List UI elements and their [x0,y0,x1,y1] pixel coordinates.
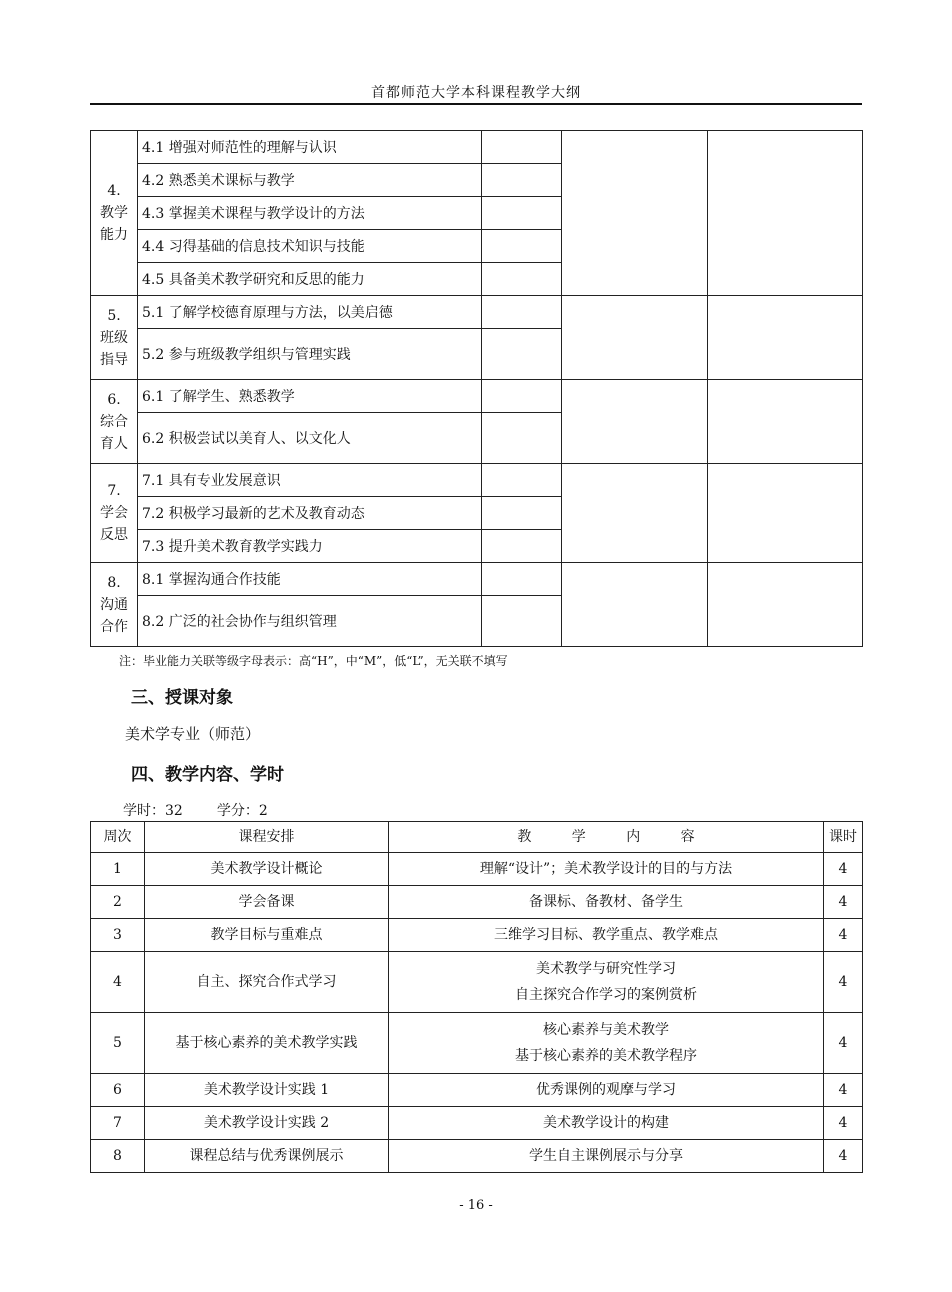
content-cell [389,853,824,886]
level-cell [482,230,562,263]
schedule-row [91,1013,863,1074]
capability-group [91,380,138,464]
topic-cell: 课程总结与优秀课例展示 [145,1140,389,1173]
schedule-row [91,853,863,886]
group-name: 学会反思 [99,505,128,543]
level-cell [482,263,562,296]
rating-cell [708,563,863,647]
rating-cell [708,464,863,563]
capability-row [91,296,863,329]
content-line: 美术教学设计的构建 [543,1115,669,1131]
capability-row [91,380,863,413]
hours-cell: 4 [824,1074,863,1107]
section-heading-content: 四、教学内容、学时 [131,765,284,785]
section-heading-audience: 三、授课对象 [131,688,233,708]
schedule-row [91,1107,863,1140]
level-cell [482,131,562,164]
content-cell [389,1140,824,1173]
group-name: 沟通合作 [99,596,128,635]
rating-cell [708,380,863,464]
week-cell: 3 [91,919,145,952]
week-cell: 2 [91,886,145,919]
content-line: 备课标、备教材、备学生 [529,894,683,910]
page-number: - 16 - [459,1198,493,1213]
content-cell [389,1013,824,1074]
capability-group [91,131,138,296]
capability-item: 7.2 积极学习最新的艺术及教育动态 [138,497,482,530]
hours-cell: 4 [824,952,863,1013]
content-cell [389,1074,824,1107]
content-cell [389,952,824,1013]
topic-cell: 美术教学设计实践 1 [145,1074,389,1107]
capability-group [91,464,138,563]
topic-cell: 基于核心素养的美术教学实践 [145,1013,389,1074]
level-cell [482,164,562,197]
hours-cell: 4 [824,919,863,952]
rating-cell [562,380,708,464]
week-cell: 5 [91,1013,145,1074]
audience-text: 美术学专业（师范） [125,725,261,743]
group-name: 班级指导 [99,329,128,368]
rating-cell [708,296,863,380]
topic-cell: 教学目标与重难点 [145,919,389,952]
level-cell [482,329,562,380]
schedule-row [91,1074,863,1107]
topic-cell: 美术教学设计概论 [145,853,389,886]
content-cell [389,1107,824,1140]
capability-item: 5.1 了解学校德育原理与方法，以美启德 [138,296,482,329]
content-line: 优秀课例的观摩与学习 [536,1082,676,1098]
week-cell: 7 [91,1107,145,1140]
content-line: 理解“设计”；美术教学设计的目的与方法 [479,861,733,877]
level-cell [482,464,562,497]
level-cell [482,296,562,329]
content-cell [389,886,824,919]
rating-cell [562,296,708,380]
topic-cell: 自主、探究合作式学习 [145,952,389,1013]
schedule-table [90,821,863,1173]
page-header: 首都师范大学本科课程教学大纲 [371,85,581,101]
capability-item: 5.2 参与班级教学组织与管理实践 [138,329,482,380]
level-cell [482,563,562,596]
header-week: 周次 [91,822,145,853]
group-number: 7. [107,483,121,499]
group-name: 教学能力 [99,205,128,243]
topic-cell: 美术教学设计实践 2 [145,1107,389,1140]
capability-item: 4.5 具备美术教学研究和反思的能力 [138,263,482,296]
week-cell: 1 [91,853,145,886]
header-content: 教 学 内 容 [389,822,824,853]
level-cell [482,596,562,647]
level-cell [482,197,562,230]
total-credits: 学分：2 [216,803,268,819]
rating-cell [562,464,708,563]
capability-row [91,464,863,497]
group-number: 5. [107,307,121,324]
hours-cell: 4 [824,1013,863,1074]
capability-group [91,563,138,647]
capability-table [90,130,863,647]
content-cell [389,919,824,952]
capability-item: 8.1 掌握沟通合作技能 [138,563,482,596]
capability-row [91,563,863,596]
schedule-row [91,886,863,919]
week-cell: 8 [91,1140,145,1173]
rating-cell [708,131,863,296]
schedule-header-row [91,822,863,853]
schedule-row [91,919,863,952]
capability-item: 4.4 习得基础的信息技术知识与技能 [138,230,482,263]
capability-item: 7.1 具有专业发展意识 [138,464,482,497]
total-hours: 学时：32 [123,803,183,819]
rating-cell [562,563,708,647]
content-line: 自主探究合作学习的案例赏析 [515,987,697,1003]
level-cell [482,380,562,413]
capability-row [91,131,863,164]
hours-cell: 4 [824,853,863,886]
capability-group [91,296,138,380]
capability-item: 4.3 掌握美术课程与教学设计的方法 [138,197,482,230]
group-name: 综合育人 [99,413,128,452]
group-number: 4. [107,183,121,199]
hours-cell: 4 [824,886,863,919]
rating-cell [562,131,708,296]
content-line: 三维学习目标、教学重点、教学难点 [494,927,718,943]
schedule-row [91,952,863,1013]
schedule-row [91,1140,863,1173]
content-line: 核心素养与美术教学 [543,1022,669,1038]
week-cell: 4 [91,952,145,1013]
content-line: 基于核心素养的美术教学程序 [515,1048,697,1064]
capability-item: 4.2 熟悉美术课标与教学 [138,164,482,197]
week-cell: 6 [91,1074,145,1107]
content-line: 学生自主课例展示与分享 [529,1148,683,1164]
table-note: 注：毕业能力关联等级字母表示：高“H”，中“M”，低“L”，无关联不填写 [119,654,508,668]
group-number: 8. [107,574,121,591]
hours-credits [123,800,302,820]
capability-item: 4.1 增强对师范性的理解与认识 [138,131,482,164]
content-line: 美术教学与研究性学习 [536,961,676,977]
level-cell [482,497,562,530]
header-hours: 课时 [824,822,863,853]
level-cell [482,530,562,563]
capability-item: 8.2 广泛的社会协作与组织管理 [138,596,482,647]
capability-item: 6.1 了解学生、熟悉教学 [138,380,482,413]
group-number: 6. [107,391,121,408]
hours-cell: 4 [824,1107,863,1140]
topic-cell: 学会备课 [145,886,389,919]
header-topic: 课程安排 [145,822,389,853]
capability-item: 6.2 积极尝试以美育人、以文化人 [138,413,482,464]
capability-item: 7.3 提升美术教育教学实践力 [138,530,482,563]
hours-cell: 4 [824,1140,863,1173]
level-cell [482,413,562,464]
header-rule [90,103,862,105]
